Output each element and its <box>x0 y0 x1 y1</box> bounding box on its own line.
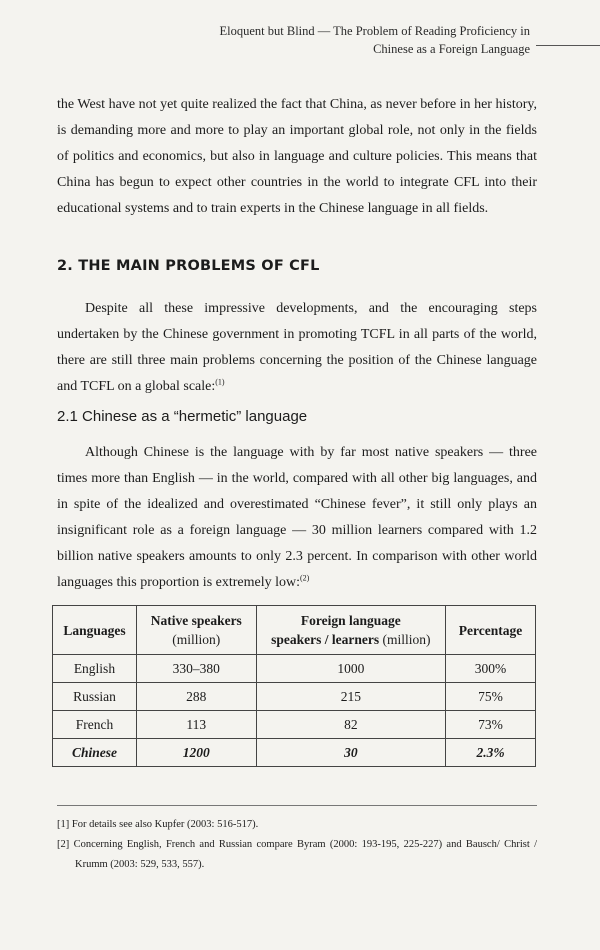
subsection-paragraph-block <box>57 440 537 596</box>
cell-native: 330–380 <box>136 655 256 683</box>
header-native-unit: (million) <box>172 632 221 647</box>
cell-native: 113 <box>136 711 256 739</box>
header-foreign-label: Foreign language <box>300 613 401 628</box>
section-paragraph-block <box>57 296 537 400</box>
cell-language: Chinese <box>53 739 137 767</box>
header-foreign-line2 <box>257 630 445 649</box>
language-comparison-table <box>52 605 536 767</box>
cell-native: 288 <box>136 683 256 711</box>
table-row <box>53 655 536 683</box>
cell-foreign: 30 <box>256 739 445 767</box>
footnote-1: [1] For details see also Kupfer (2003: 516-517). <box>57 819 259 830</box>
intro-paragraph: the West have not yet quite realized the fact that China, as never before in her history, is demanding more and more to play an important global role, not only in the fields of politics and economics, but also in language and culture policies. This means that China has begun to expect other countries in the world to integrate CFL into their educational systems and to train experts in the Chinese language in all fields. <box>57 97 537 216</box>
cell-percentage: 75% <box>446 683 536 711</box>
cell-language: English <box>53 655 137 683</box>
section-paragraph-text: Despite all these impressive developments, and the encouraging steps undertaken by the Chinese government in promoting TCFL in all parts of the world, there are still three main problems concerning the position of the Chinese language and TCFL on a global scale: <box>57 301 537 394</box>
header-percentage: Percentage <box>446 606 536 655</box>
table-header-row <box>53 606 536 655</box>
cell-percentage: 300% <box>446 655 536 683</box>
cell-foreign: 1000 <box>256 655 445 683</box>
footnote-divider <box>57 805 537 806</box>
cell-language: French <box>53 711 137 739</box>
table-row-highlighted <box>53 739 536 767</box>
footnote-ref-2: (2) <box>300 573 310 583</box>
subsection-heading: 2.1 Chinese as a “hermetic” language <box>57 408 308 425</box>
cell-native: 1200 <box>136 739 256 767</box>
subsection-paragraph <box>57 440 537 596</box>
footnote-ref-1: (1) <box>215 377 225 387</box>
cell-language: Russian <box>53 683 137 711</box>
running-head-line-2: Chinese as a Foreign Language <box>373 42 530 56</box>
header-foreign-unit: (million) <box>382 632 431 647</box>
header-foreign-label-2: speakers / learners <box>271 632 380 647</box>
subsection-paragraph-text: Although Chinese is the language with by far most native speakers — three times more than English — in the world, compared with all other big languages, and in spite of the idealized and overestimated “Chinese fever”, it still only plays an insignificant role as a foreign language — 30 million learners compared with 1.2 billion native speakers amounts to only 2.3 percent. In comparison with other world languages this proportion is extremely low: <box>57 445 537 590</box>
cell-foreign: 215 <box>256 683 445 711</box>
header-foreign-speakers <box>256 606 445 655</box>
cell-percentage: 73% <box>446 711 536 739</box>
intro-paragraph-block <box>57 92 537 222</box>
footnote-2: [2] Concerning English, French and Russian compare Byram (2000: 193-195, 225-227) and Bausch/ Christ / Krumm (2003: 529, 533, 557). <box>57 839 537 870</box>
table-row <box>53 683 536 711</box>
running-head-line-1: Eloquent but Blind — The Problem of Reading Proficiency in <box>219 24 530 38</box>
section-paragraph <box>57 296 537 400</box>
header-languages: Languages <box>53 606 137 655</box>
header-native-speakers <box>136 606 256 655</box>
table-row <box>53 711 536 739</box>
footnotes <box>57 815 537 875</box>
header-native-label: Native speakers <box>150 613 242 628</box>
cell-percentage: 2.3% <box>446 739 536 767</box>
section-heading: 2. THE MAIN PROBLEMS OF CFL <box>57 258 320 274</box>
running-head <box>110 22 530 58</box>
cell-foreign: 82 <box>256 711 445 739</box>
running-head-rule <box>536 45 600 46</box>
